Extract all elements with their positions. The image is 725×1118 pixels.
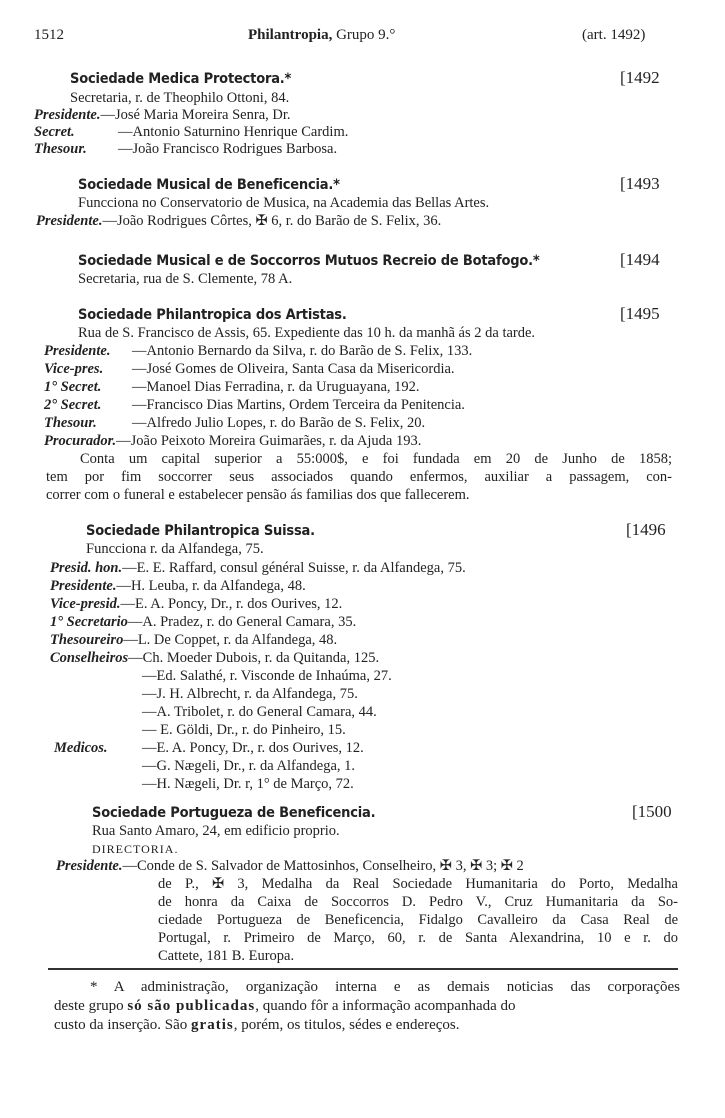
entry-line [54,739,364,757]
paragraph-line: tem por fim soccorrer seus associados quando enfermos, auxiliar a passagem, con- [46,469,672,485]
entry-title: Sociedade Portugueza de Beneficencia. [92,805,376,821]
entry-line [44,432,421,450]
role-holder: —Manoel Dias Ferradina, r. da Uruguayana, 192. [132,379,420,395]
running-title-main: Philantropia, [248,27,333,43]
role-holder: —João Peixoto Moreira Guimarães, r. da Ajuda 193. [116,433,422,449]
footnote-text: , quando fôr a informação acompanhada do [255,998,516,1014]
role-holder: —João Rodrigues Côrtes, ✠ 6, r. do Barão de S. Felix, 36. [102,213,442,229]
continuation-line: ciedade Portugueza de Beneficencia, Fidalgo Cavalleiro da Casa Real de [158,912,678,928]
entry-line [36,212,441,230]
entry-line [34,123,348,141]
role-holder: —A. Pradez, r. do General Camara, 35. [127,614,357,630]
running-title-group: Grupo 9.° [332,27,396,43]
entry-line [50,559,466,577]
entry-line [50,631,337,649]
footnote-line [54,997,516,1015]
footnote-rule [48,968,678,970]
paragraph-line: correr com o funeral e estabelecer pensão ás familias dos que fallecerem. [46,487,470,503]
role-label: Thesour. [34,141,87,157]
footnote-line [54,1016,460,1034]
footnote-line: * A administração, organização interna e as demais noticias das corporações [90,979,680,995]
role-label: 1° Secret. [44,379,102,395]
entry-number: [1492 [620,68,660,87]
entry-number: [1500 [632,802,672,821]
entry-line [50,595,342,613]
role-holder: —Alfredo Julio Lopes, r. do Barão de S. Felix, 20. [132,415,426,431]
role-holder: —Antonio Saturnino Henrique Cardim. [118,124,349,140]
footnote-text: , porém, os titulos, sédes e endereços. [233,1017,460,1033]
role-holder: —H. Leuba, r. da Alfandega, 48. [116,578,306,594]
continuation-line: de honra da Caixa de Soccorros D. Pedro V., Cruz Humanitaria da So- [158,894,678,910]
entry-line [50,613,356,631]
section-heading: DIRECTORIA. [92,842,179,856]
role-label: 1° Secretario [50,614,128,630]
role-label: Vice-pres. [44,361,104,377]
paragraph-line: Conta um capital superior a 55:000$, e foi fundada em 20 de Junho de 1858; [80,451,672,467]
entry-line [50,649,379,667]
entry-line: Secretaria, r. de Theophilo Ottoni, 84. [70,90,290,106]
page-number: 1512 [34,27,64,43]
role-holder: —E. A. Poncy, Dr., r. dos Ourives, 12. [142,740,364,756]
footnote-emphasis: gratis [191,1017,234,1033]
role-label: Procurador. [44,433,117,449]
entry-number: [1495 [620,304,660,323]
role-holder: —João Francisco Rodrigues Barbosa. [118,141,338,157]
entry-title: Sociedade Philantropica Suissa. [86,523,315,539]
entry-title: Sociedade Philantropica dos Artistas. [78,307,347,323]
footnote-text: custo da inserção. São [54,1017,192,1033]
article-reference: (art. 1492) [582,27,646,43]
entry-line [44,396,465,414]
entry-line: Funcciona r. da Alfandega, 75. [86,541,264,557]
continuation-line: Portugal, r. Primeiro de Março, 60, r. de Santa Alexandrina, 10 e r. do [158,930,678,946]
role-label: Presidente. [56,858,123,874]
role-holder: —L. De Coppet, r. da Alfandega, 48. [123,632,338,648]
role-label: Presid. hon. [50,560,123,576]
entry-number: [1496 [626,520,666,539]
entry-line [44,360,455,378]
role-label: Presidente. [36,213,103,229]
continuation-line: de P., ✠ 3, Medalha da Real Sociedade Humanitaria do Porto, Medalha [158,876,678,892]
role-holder: —José Gomes de Oliveira, Santa Casa da Misericordia. [132,361,455,377]
role-holder: —Antonio Bernardo da Silva, r. do Barão de S. Felix, 133. [132,343,473,359]
entry-number: [1493 [620,174,660,193]
entry-line [44,414,425,432]
footnote-emphasis: só são publicadas [127,998,256,1014]
role-holder: —Conde de S. Salvador de Mattosinhos, Conselheiro, ✠ 3, ✠ 3; ✠ 2 [122,858,524,874]
footnote-text: deste grupo [54,998,128,1014]
entry-title: Sociedade Medica Protectora.* [70,71,292,87]
entry-line [44,378,420,396]
entry-line: — E. Göldi, Dr., r. do Pinheiro, 15. [142,722,346,738]
role-label: Medicos. [54,740,108,756]
entry-line [44,342,472,360]
role-label: 2° Secret. [44,397,102,413]
role-label: Presidente. [50,578,117,594]
entry-line: —A. Tribolet, r. do General Camara, 44. [142,704,377,720]
entry-title: Sociedade Musical e de Soccorros Mutuos Recreio de Botafogo.* [78,253,540,269]
role-label: Vice-presid. [50,596,121,612]
entry-line [50,577,306,595]
role-label: Presidente. [34,107,101,123]
entry-line [56,857,524,875]
role-holder: —Francisco Dias Martins, Ordem Terceira da Penitencia. [132,397,465,413]
entry-line [34,106,291,124]
role-holder: —E. E. Raffard, consul général Suisse, r. da Alfandega, 75. [122,560,466,576]
entry-line: —G. Nægeli, Dr., r. da Alfandega, 1. [142,758,356,774]
entry-line [34,140,337,158]
entry-line: —H. Nægeli, Dr. r, 1° de Março, 72. [142,776,354,792]
entry-line: —J. H. Albrecht, r. da Alfandega, 75. [142,686,358,702]
role-label: Thesour. [44,415,97,431]
role-label: Conselheiros [50,650,129,666]
role-label: Thesoureiro [50,632,124,648]
running-title [248,26,395,44]
role-holder: —Ch. Moeder Dubois, r. da Quitanda, 125. [128,650,380,666]
continuation-line: Cattete, 181 B. Europa. [158,948,295,964]
entry-title: Sociedade Musical de Beneficencia.* [78,177,340,193]
role-holder: —E. A. Poncy, Dr., r. dos Ourives, 12. [120,596,343,612]
entry-number: [1494 [620,250,660,269]
entry-line: Secretaria, rua de S. Clemente, 78 A. [78,271,293,287]
role-label: Secret. [34,124,75,140]
entry-line: Rua de S. Francisco de Assis, 65. Expediente das 10 h. da manhã ás 2 da tarde. [78,325,536,341]
role-holder: —José Maria Moreira Senra, Dr. [100,107,291,123]
entry-line: Rua Santo Amaro, 24, em edificio proprio. [92,823,340,839]
role-label: Presidente. [44,343,111,359]
entry-line: —Ed. Salathé, r. Visconde de Inhaúma, 27. [142,668,392,684]
entry-line: Funcciona no Conservatorio de Musica, na Academia das Bellas Artes. [78,195,490,211]
